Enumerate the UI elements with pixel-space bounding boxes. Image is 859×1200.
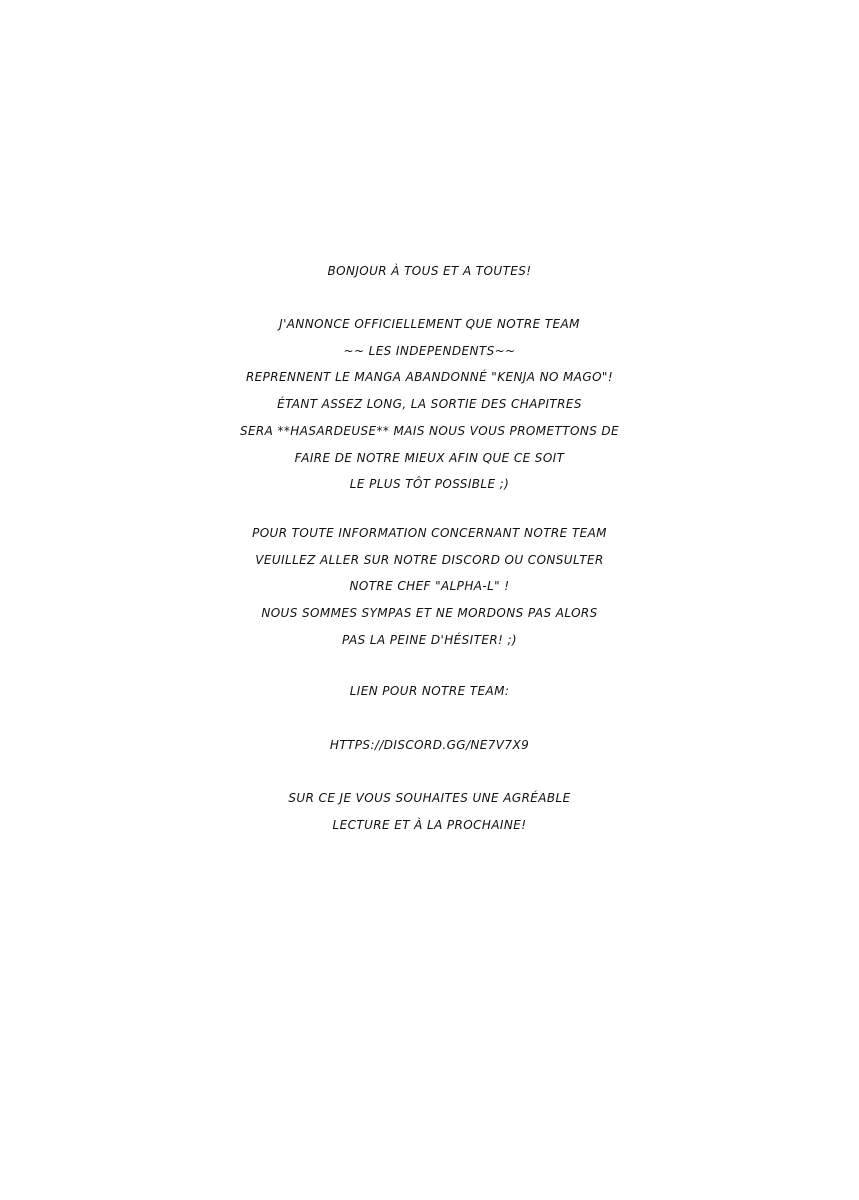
link-label-paragraph [0,678,859,705]
discord-link: HTTPS://DISCORD.GG/NE7V7X9 [329,738,530,752]
info-line: VEUILLEZ ALLER SUR NOTRE DISCORD OU CONSULTER [255,552,604,567]
info-line: NOUS SOMMES SYMPAS ET NE MORDONS PAS ALORS [261,606,598,621]
announcement-line: ~~ LES INDEPENDENTS~~ [343,343,516,358]
info-paragraph [0,520,859,654]
closing-paragraph [0,785,859,838]
closing-line: SUR CE JE VOUS SOUHAITES UNE AGRÉABLE [288,791,571,805]
announcement-line: SERA **HASARDEUSE** MAIS NOUS VOUS PROMETTONS DE [239,423,620,438]
link-paragraph [0,732,859,759]
announcement-line: LE PLUS TÔT POSSIBLE ;) [349,477,510,492]
announcement-line: REPRENNENT LE MANGA ABANDONNÉ "KENJA NO MAGO"! [245,370,614,385]
info-line: POUR TOUTE INFORMATION CONCERNANT NOTRE TEAM [252,526,607,540]
announcement-line: J'ANNONCE OFFICIELLEMENT QUE NOTRE TEAM [279,317,580,331]
announcement-line: ÉTANT ASSEZ LONG, LA SORTIE DES CHAPITRES [277,397,582,412]
info-line: PAS LA PEINE D'HÉSITER! ;) [341,632,518,647]
announcement-paragraph [0,311,859,498]
info-line: NOTRE CHEF "ALPHA-L" ! [349,579,510,594]
greeting-paragraph [0,258,859,285]
announcement-line: FAIRE DE NOTRE MIEUX AFIN QUE CE SOIT [294,450,565,465]
closing-line: LECTURE ET À LA PROCHAINE! [332,817,527,832]
greeting-line: BONJOUR À TOUS ET A TOUTES! [327,264,532,278]
link-label: LIEN POUR NOTRE TEAM: [349,684,510,698]
